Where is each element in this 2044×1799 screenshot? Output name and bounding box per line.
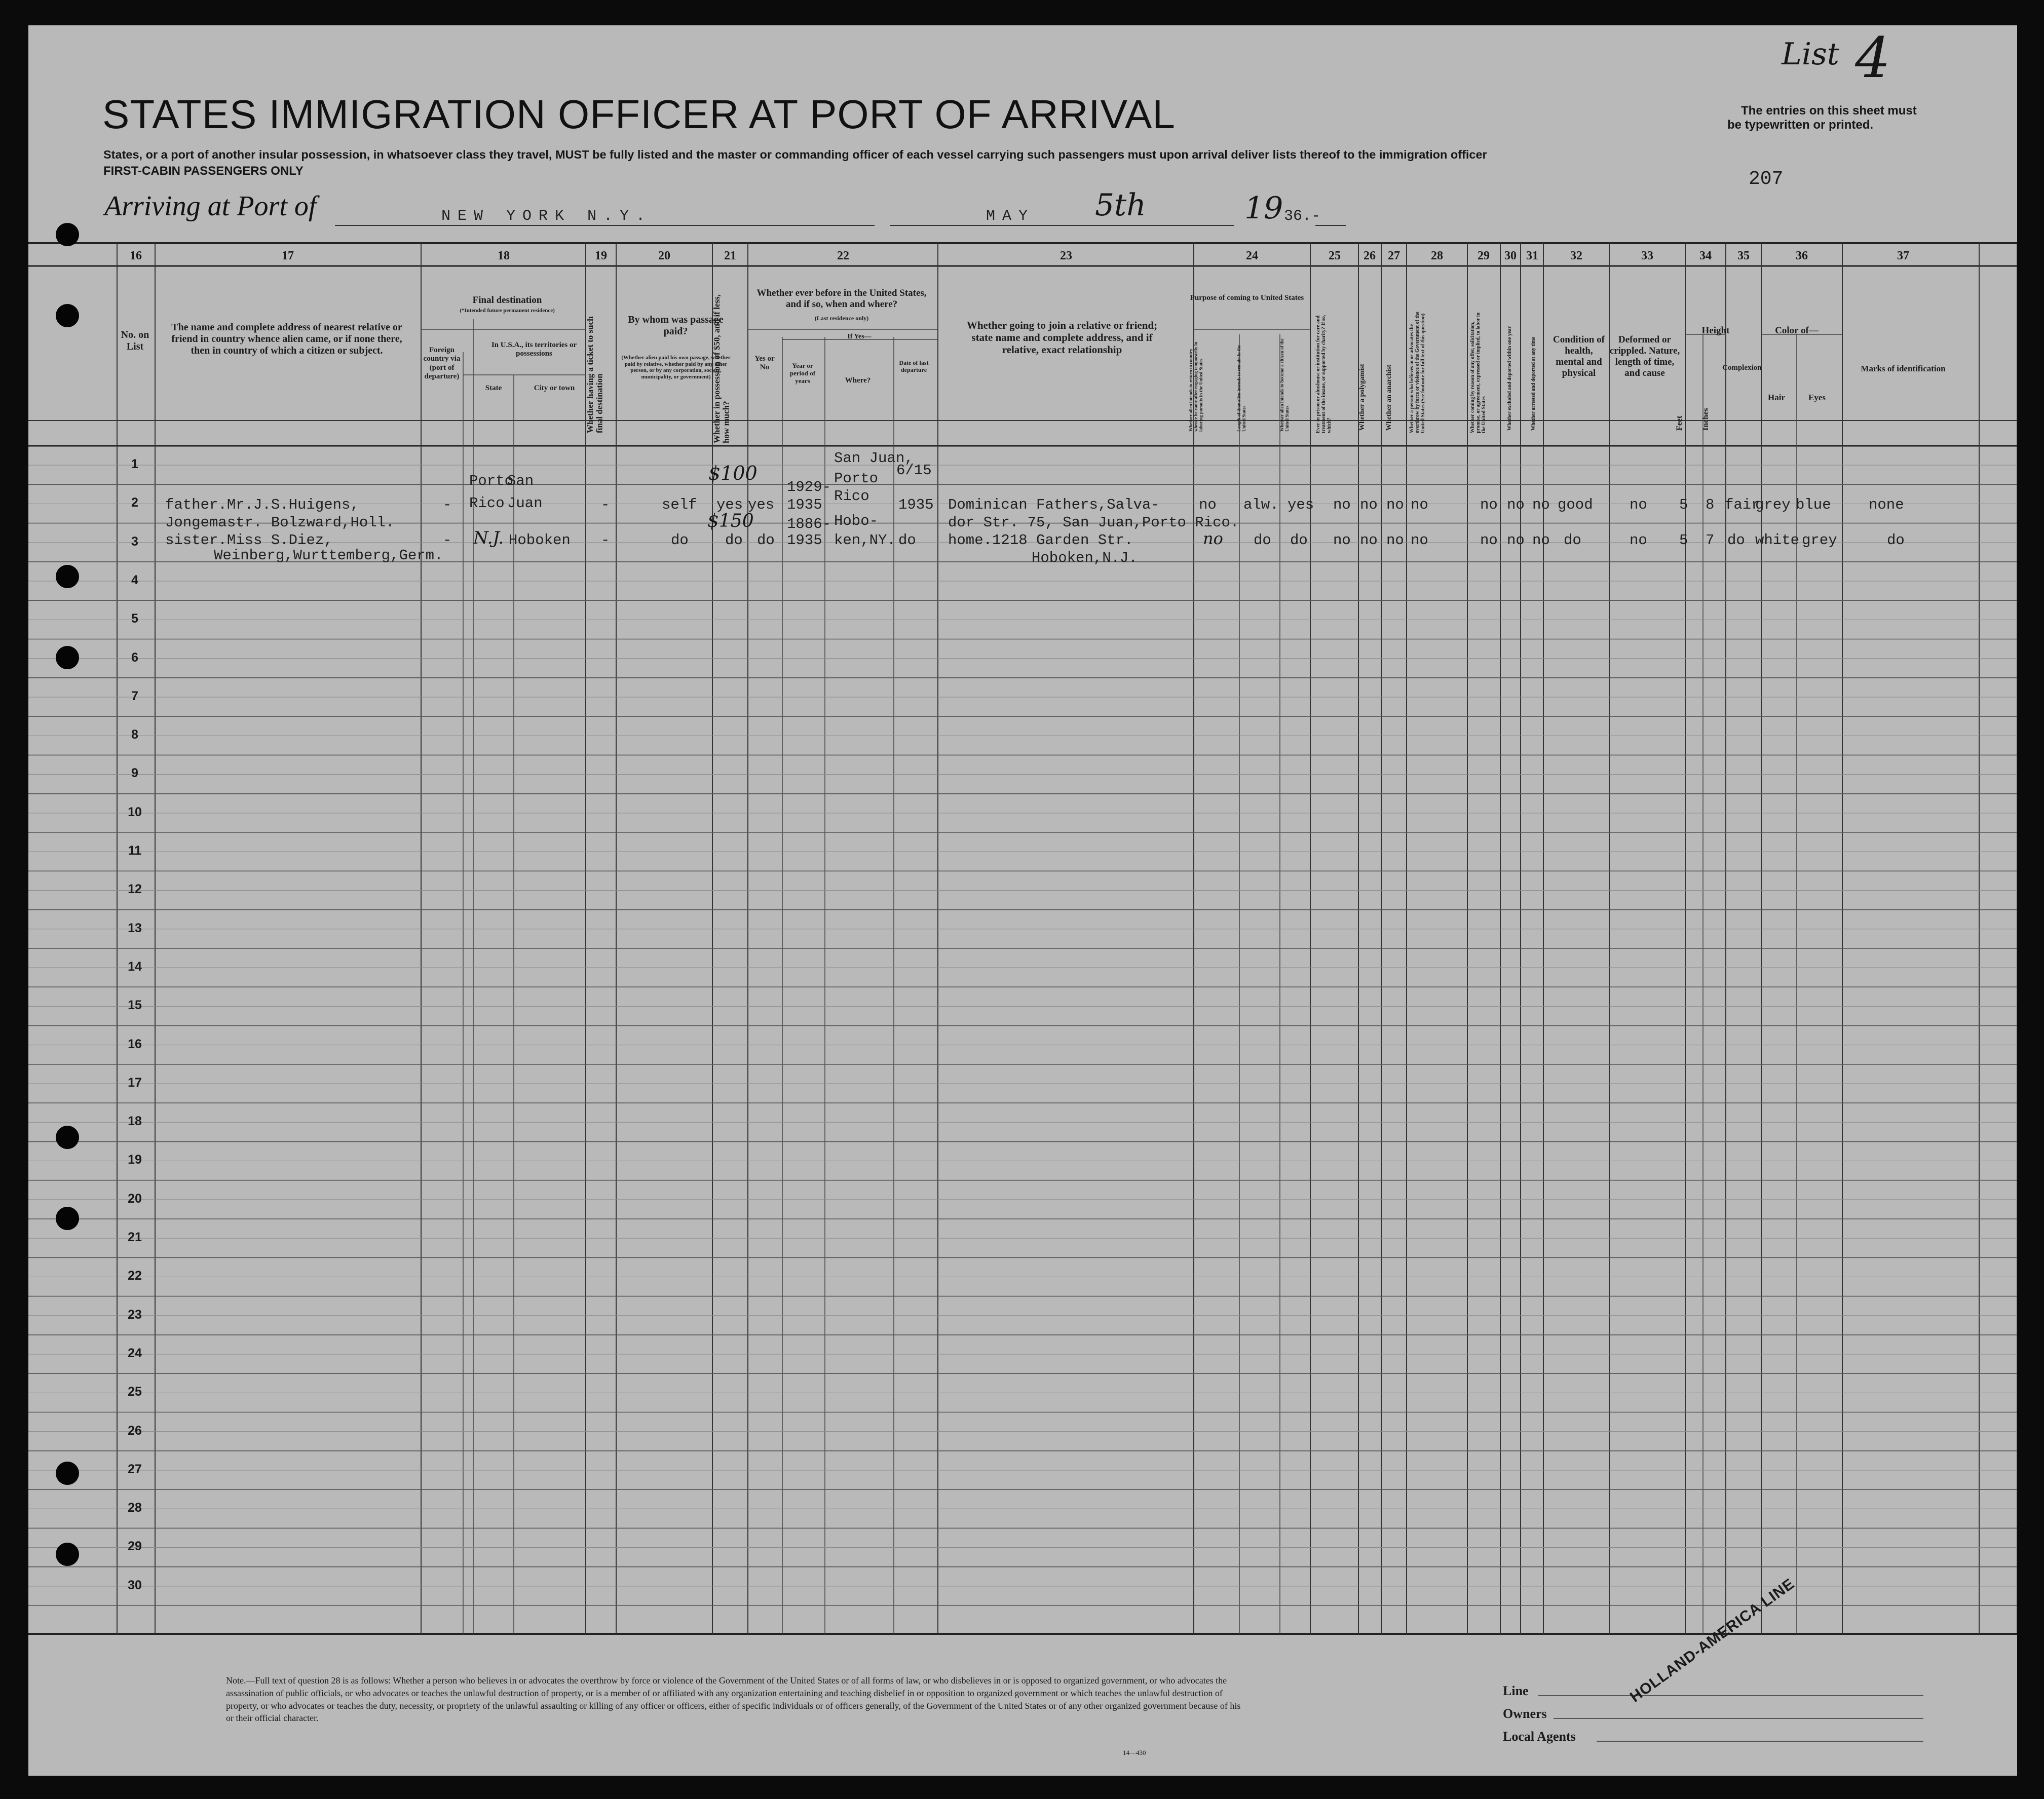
binder-hole (56, 223, 79, 246)
r2-ever-before: do (757, 532, 775, 549)
r2-length: do (1254, 532, 1271, 549)
column-number: 25 (1329, 249, 1341, 262)
r1-return: no (1199, 496, 1217, 513)
header-c23: Whether going to join a relative or friend; state name and complete address, and if relative, exact relationship (966, 319, 1158, 356)
row-number: 15 (128, 998, 142, 1013)
r1-complexion: fair (1725, 496, 1760, 513)
binder-hole (56, 1462, 79, 1485)
column-number: 32 (1570, 249, 1582, 262)
r2-hair: white (1755, 532, 1800, 549)
binder-hole (56, 1126, 79, 1149)
r2-relative-c: Weinberg,Wurttemberg,Germ. (214, 547, 443, 564)
r2-c29: no (1480, 532, 1498, 549)
header-c28: Whether a person who believes in or advocates the overthrow by force or violence of the Government of the United States (See footnote for full text of this question) (1409, 312, 1426, 433)
r1-ticket: - (601, 496, 610, 513)
r1-citizen: yes (1288, 496, 1314, 513)
r1-marks: none (1869, 496, 1904, 513)
row-number: 19 (128, 1153, 142, 1167)
binder-hole (56, 1543, 79, 1566)
r1-deformed: no (1630, 496, 1647, 513)
row-number: 4 (131, 572, 138, 587)
owners-label: Owners (1503, 1706, 1547, 1721)
r1-where-a: San Juan, (834, 450, 914, 467)
r1-join-b: dor Str. 75, San Juan,Porto Rico. (948, 514, 1239, 531)
binder-hole (56, 1207, 79, 1230)
r2-c28: no (1411, 532, 1428, 549)
port-name: NEW YORK N.Y. (441, 208, 653, 225)
form-number: 14—430 (1123, 1749, 1146, 1756)
binder-hole (56, 646, 79, 669)
r2-health: do (1564, 532, 1581, 549)
header-c24-b: Length of time alien intends to remain in the United States (1236, 345, 1246, 432)
r2-paid-by: do (671, 532, 689, 549)
local-agents-label: Local Agents (1503, 1729, 1576, 1744)
r2-where-a: Hobo- (834, 513, 879, 529)
r2-c31: no (1532, 532, 1550, 549)
page-title: STATES IMMIGRATION OFFICER AT PORT OF ARRIVAL (102, 92, 1176, 137)
r1-years-b: 1935 (787, 496, 822, 513)
r1-c27: no (1386, 496, 1404, 513)
row-number: 30 (128, 1578, 142, 1592)
r2-money-do: do (725, 532, 743, 549)
header-c32: Condition of health, mental and physical (1553, 334, 1605, 378)
row-number: 21 (128, 1230, 142, 1244)
header-c18-note: (*Intended future permanent residence) (460, 308, 555, 314)
row-number: 1 (131, 457, 138, 471)
header-c24-c: Whether alien intends to become a citizen of the United States (1279, 338, 1290, 432)
r2-join-a: home.1218 Garden Str. (948, 532, 1133, 549)
header-c22-ifyes: If Yes— (847, 333, 872, 340)
header-c22-years: Year or period of years (789, 362, 816, 385)
row-number: 13 (128, 921, 142, 935)
r1-hair: grey (1755, 496, 1791, 513)
row-number: 11 (128, 844, 142, 858)
column-number: 26 (1364, 249, 1376, 262)
r1-feet: 5 (1679, 496, 1688, 513)
r1-where-b: Porto Rico (834, 470, 879, 505)
row-number: 24 (128, 1346, 142, 1360)
column-number: 24 (1246, 249, 1258, 262)
column-number: 21 (724, 249, 736, 262)
r2-years-a: 1886- (787, 516, 831, 532)
column-number: 22 (837, 249, 849, 262)
subtitle-line-1: States, or a port of another insular possession, in whatsoever class they travel, MUST be fully listed and the master or commanding officer of each vessel carrying such passengers must upon arrival deliver lists thereof to the immigration officer (103, 148, 1487, 161)
r2-citizen: do (1290, 532, 1308, 549)
row-number: 9 (131, 766, 138, 781)
r1-health: good (1558, 496, 1593, 513)
header-c27: Whether an anarchist (1385, 364, 1393, 431)
header-c37: Marks of identification (1861, 364, 1946, 373)
header-c36-eyes: Eyes (1808, 393, 1826, 402)
r2-c26: no (1360, 532, 1378, 549)
header-c21: Whether in possession of $50, and if less, how much? (712, 294, 731, 443)
subtitle-line-2: FIRST-CABIN PASSENGERS ONLY (103, 164, 304, 178)
r2-join-b: Hoboken,N.J. (1032, 550, 1138, 566)
r1-years-a: 1929- (787, 479, 831, 495)
column-number: 30 (1504, 249, 1517, 262)
header-c18-state: State (485, 384, 502, 392)
r1-ever-before: yes (748, 496, 775, 513)
header-c18-foreign: Foreign country via (port of departure) (423, 346, 461, 380)
r2-ticket: - (601, 532, 610, 549)
row-number: 17 (128, 1075, 142, 1090)
row-number: 20 (128, 1191, 142, 1206)
r1-city: San Juan (507, 473, 543, 512)
arriving-label: Arriving at Port of (104, 190, 317, 222)
column-number: 31 (1526, 249, 1538, 262)
header-c20-note: (Whether alien paid his own passage, whether paid by relative, whether paid by any other person, or by any corporation, society, municipality, or government) (621, 355, 731, 380)
row-number: 14 (128, 959, 142, 974)
r2-deformed: no (1630, 532, 1647, 549)
header-c36-hair: Hair (1768, 393, 1785, 402)
r1-inches: 8 (1706, 496, 1715, 513)
column-number: 19 (595, 249, 607, 262)
r2-state: N.J. (473, 528, 504, 548)
row-number: 26 (128, 1423, 142, 1438)
r2-foreign: - (443, 532, 452, 549)
footnote-question-28: Note.—Full text of question 28 is as follows: Whether a person who believes in or advocates the overthrow by force or violence of the Government of the United States or of all forms of law, or who disbelieves in or is opposed to organized government, or who advocates the assassination of public officials, or who advocates or teaches the unlawful destruction of property, or is a member of or affiliated with any organization entertaining and teaching disbelief in or opposition to organized government or which teaches the unlawful destruction of property, or who advocates or teaches the duty, necessity, or propriety of the unlawful assaulting or killing of any officer or officers, either of specific individuals or of officers generally, of the Government of the United States or of any other organized government because of his or their official character. (226, 1675, 1241, 1724)
r2-complexion: do (1727, 532, 1745, 549)
r1-c25: no (1333, 496, 1351, 513)
r1-departure-b: 1935 (898, 496, 934, 513)
header-c24-a: Whether alien intends to return to country whence he came after engaging temporarily in laboring pursuits in the United States (1188, 341, 1203, 432)
header-c29: Whether coming by reason of any offer, solicitation, promise, or agreement, expressed or implied, to labor in the United States (1470, 312, 1487, 433)
column-number: 28 (1431, 249, 1443, 262)
header-c22-yesno: Yes or No (754, 355, 775, 372)
row-number: 7 (131, 688, 138, 703)
header-c35: Complexion (1722, 364, 1762, 372)
row-number: 2 (131, 495, 138, 510)
r1-c29: no (1480, 496, 1498, 513)
holland-america-stamp: HOLLAND-AMERICA LINE (1627, 1575, 1798, 1706)
row-number: 3 (131, 534, 138, 549)
r2-years-b: 1935 (787, 532, 822, 549)
header-c18-usa: In U.S.A., its territories or possessions (491, 341, 577, 358)
header-c36-title: Color of— (1775, 325, 1819, 336)
row-number: 8 (131, 728, 138, 742)
r2-departure: do (898, 532, 916, 549)
entries-note-1: The entries on this sheet must (1741, 104, 1917, 118)
list-label: List (1782, 36, 1839, 72)
row-number: 5 (131, 611, 138, 626)
header-c34-title: Height (1701, 325, 1730, 336)
r2-where-b: ken,NY. (834, 532, 896, 549)
header-c24-title: Purpose of coming to United States (1190, 294, 1304, 302)
header-c33: Deformed or crippled. Nature, length of time, and cause (1609, 334, 1680, 378)
page-number: 207 (1749, 168, 1784, 190)
r1-join-a: Dominican Fathers,Salva- (948, 496, 1160, 513)
header-c25: Ever in prison or almshouse or institution for care and treatment of the insane, or supported by charity? If so, which? (1315, 315, 1332, 433)
header-c22-title: Whether ever before in the United States, and if so, when and where? (756, 288, 927, 310)
row-number: 12 (128, 882, 142, 897)
r1-paid-by: self (662, 496, 697, 513)
header-c22-date: Date of last departure (899, 359, 929, 373)
r2-money: $150 (707, 511, 754, 531)
row-number: 16 (128, 1037, 142, 1051)
r2-c25: no (1333, 532, 1351, 549)
header-c22-note: (Last residence only) (814, 315, 869, 322)
header-c31: Whether arrested and deported at any time (1531, 336, 1536, 431)
column-number: 33 (1641, 249, 1653, 262)
row-number: 23 (128, 1307, 142, 1322)
row-number: 28 (128, 1501, 142, 1515)
header-c22-where: Where? (845, 376, 871, 385)
r1-length: alw. (1243, 496, 1279, 513)
column-number: 36 (1796, 249, 1808, 262)
entries-note-2: be typewritten or printed. (1727, 118, 1874, 132)
r2-c27: no (1386, 532, 1404, 549)
r2-relative-b: sister.Miss S.Diez, (165, 532, 333, 549)
r2-relative-a: Jongemastr. Bolzward,Holl. (165, 514, 395, 531)
r2-return: no (1203, 529, 1223, 548)
column-number: 29 (1478, 249, 1490, 262)
row-number: 18 (128, 1114, 142, 1129)
column-number: 37 (1897, 249, 1909, 262)
header-c18-city: City or town (534, 384, 575, 392)
column-number: 27 (1388, 249, 1400, 262)
column-number: 20 (658, 249, 670, 262)
year-prefix: 19 (1244, 190, 1283, 226)
year-suffix: 36.- (1284, 208, 1321, 225)
r2-inches: 7 (1706, 532, 1715, 549)
row-number: 29 (128, 1539, 142, 1554)
r1-eyes: blue (1796, 496, 1831, 513)
row-number: 6 (131, 650, 138, 665)
r1-c31: no (1532, 496, 1550, 513)
column-number: 17 (282, 249, 294, 262)
r1-c28: no (1411, 496, 1428, 513)
arrival-month: MAY (986, 208, 1035, 225)
binder-hole (56, 304, 79, 327)
r2-feet: 5 (1679, 532, 1688, 549)
list-number: 4 (1855, 25, 1890, 90)
binder-hole (56, 565, 79, 588)
arrival-day: 5th (1095, 187, 1146, 223)
r1-state: Porto Rico (469, 473, 514, 512)
line-label: Line (1503, 1683, 1529, 1698)
row-number: 25 (128, 1385, 142, 1399)
row-number: 27 (128, 1462, 142, 1476)
r1-relative: father.Mr.J.S.Huigens, (165, 496, 359, 513)
header-c17: The name and complete address of nearest relative or friend in country whence alien came, or if none there, then in country of which a citizen or subject. (171, 322, 402, 356)
header-c30: Whether excluded and deported within one year (1507, 326, 1512, 431)
column-number: 18 (498, 249, 510, 262)
column-number: 34 (1699, 249, 1712, 262)
row-number: 22 (128, 1269, 142, 1283)
manifest-sheet (28, 25, 2017, 1776)
row-number: 10 (128, 805, 142, 819)
r1-c30: no (1507, 496, 1525, 513)
r1-foreign: - (443, 496, 452, 513)
r1-money-yes: yes (716, 496, 743, 513)
r2-city: Hoboken (509, 532, 571, 549)
header-c34-feet: Feet (1675, 415, 1684, 431)
r2-c30: no (1507, 532, 1525, 549)
r2-eyes: grey (1802, 532, 1837, 549)
r1-money: $100 (708, 462, 758, 484)
r2-marks: do (1887, 532, 1905, 549)
header-c26: Whether a polygamist (1358, 364, 1366, 431)
column-number: 35 (1737, 249, 1750, 262)
header-c34-inches: Inches (1701, 408, 1710, 431)
table-grid (28, 25, 2017, 1776)
header-c16: No. on List (121, 329, 149, 352)
header-c19: Whether having a ticket to such final destination (585, 316, 604, 433)
header-c18-title: Final destination (472, 295, 542, 305)
header-c20-title: By whom was passage paid? (628, 314, 724, 337)
r1-c26: no (1360, 496, 1378, 513)
column-number: 16 (130, 249, 142, 262)
r1-departure-a: 6/15 (896, 462, 932, 479)
column-number: 23 (1060, 249, 1072, 262)
